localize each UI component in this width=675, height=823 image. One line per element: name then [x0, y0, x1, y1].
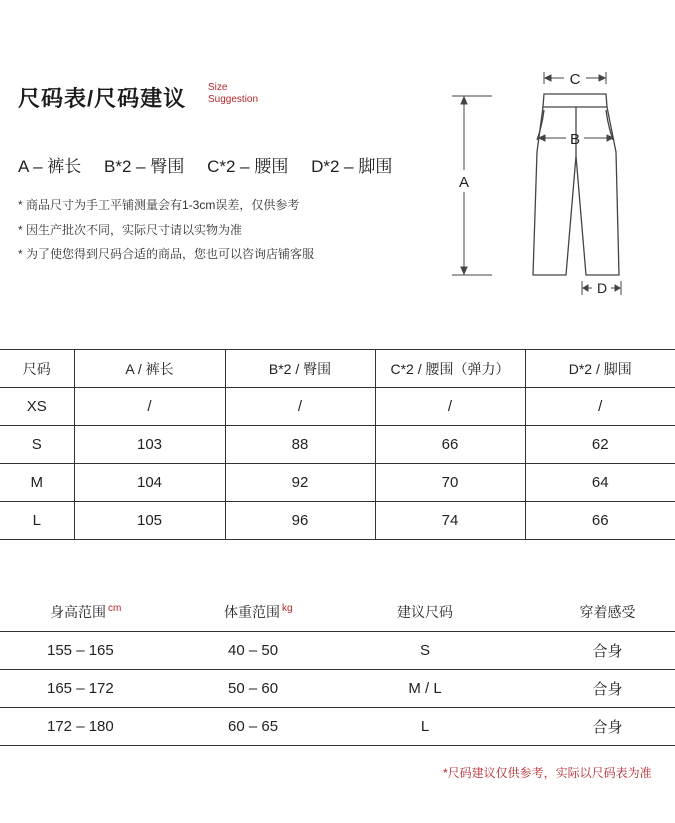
table-cell: 50 – 60	[170, 670, 340, 708]
table-cell: /	[525, 388, 675, 426]
table-cell: 74	[375, 502, 525, 540]
table-cell: 合身	[510, 632, 675, 670]
header-height	[0, 593, 170, 632]
dimension-a: A – 裤长	[18, 157, 82, 176]
header-waist: C*2 / 腰围（弹力）	[375, 350, 525, 388]
table-cell: /	[375, 388, 525, 426]
table-cell: 96	[225, 502, 375, 540]
table-row	[0, 426, 675, 464]
size-table-header-row	[0, 350, 675, 388]
table-cell: 66	[525, 502, 675, 540]
pants-diagram	[440, 60, 640, 310]
table-row	[0, 708, 675, 746]
label-c: C	[569, 71, 581, 88]
weight-unit: kg	[282, 603, 293, 614]
header-weight-label: 体重范围	[224, 604, 280, 620]
page-title: 尺码表/尺码建议	[18, 86, 187, 111]
table-cell: 104	[74, 464, 225, 502]
table-cell: /	[74, 388, 225, 426]
table-cell: 165 – 172	[0, 670, 170, 708]
table-row	[0, 670, 675, 708]
note-measurement: * 商品尺寸为手工平铺测量会有1-3cm误差，仅供参考	[18, 198, 300, 212]
table-cell: L	[340, 708, 510, 746]
table-cell: 66	[375, 426, 525, 464]
title-english-line2: Suggestion	[208, 94, 259, 105]
table-cell: 88	[225, 426, 375, 464]
label-b: B	[569, 131, 581, 148]
header-recommended-size: 建议尺码	[340, 593, 510, 632]
header-length: A / 裤长	[74, 350, 225, 388]
table-cell: 40 – 50	[170, 632, 340, 670]
header-hip: B*2 / 臀围	[225, 350, 375, 388]
table-cell: S	[340, 632, 510, 670]
dimension-c: C*2 – 腰围	[207, 157, 289, 176]
size-table	[0, 349, 675, 540]
table-cell: 103	[74, 426, 225, 464]
dimension-d: D*2 – 脚围	[311, 157, 393, 176]
table-cell: XS	[0, 388, 74, 426]
table-cell: 105	[74, 502, 225, 540]
table-cell: /	[225, 388, 375, 426]
table-cell: 172 – 180	[0, 708, 170, 746]
table-cell: 60 – 65	[170, 708, 340, 746]
table-cell: 合身	[510, 670, 675, 708]
header-weight	[170, 593, 340, 632]
table-row	[0, 502, 675, 540]
table-cell: 合身	[510, 708, 675, 746]
recommendation-table	[0, 593, 675, 746]
header-fit-feel: 穿着感受	[510, 593, 675, 632]
table-cell: 64	[525, 464, 675, 502]
table-cell: 92	[225, 464, 375, 502]
header-size: 尺码	[0, 350, 74, 388]
title-english	[208, 82, 258, 106]
dimension-legend	[18, 152, 410, 177]
table-cell: S	[0, 426, 74, 464]
table-row	[0, 632, 675, 670]
note-service: * 为了使您得到尺码合适的商品，您也可以咨询店铺客服	[18, 247, 315, 261]
note-batch: * 因生产批次不同，实际尺寸请以实物为准	[18, 223, 243, 237]
label-d: D	[596, 280, 608, 296]
dimension-b: B*2 – 臀围	[104, 157, 185, 176]
header-hem: D*2 / 脚围	[525, 350, 675, 388]
label-a: A	[458, 174, 470, 191]
table-cell: M	[0, 464, 74, 502]
table-cell: L	[0, 502, 74, 540]
recommendation-header-row	[0, 593, 675, 632]
footer-note: *尺码建议仅供参考，实际以尺码表为准	[443, 766, 652, 780]
height-unit: cm	[108, 603, 122, 614]
table-cell: 155 – 165	[0, 632, 170, 670]
title-english-line1: Size	[208, 82, 228, 93]
table-cell: 70	[375, 464, 525, 502]
header-height-label: 身高范围	[50, 604, 106, 620]
table-row	[0, 388, 675, 426]
table-cell: M / L	[340, 670, 510, 708]
table-row	[0, 464, 675, 502]
table-cell: 62	[525, 426, 675, 464]
